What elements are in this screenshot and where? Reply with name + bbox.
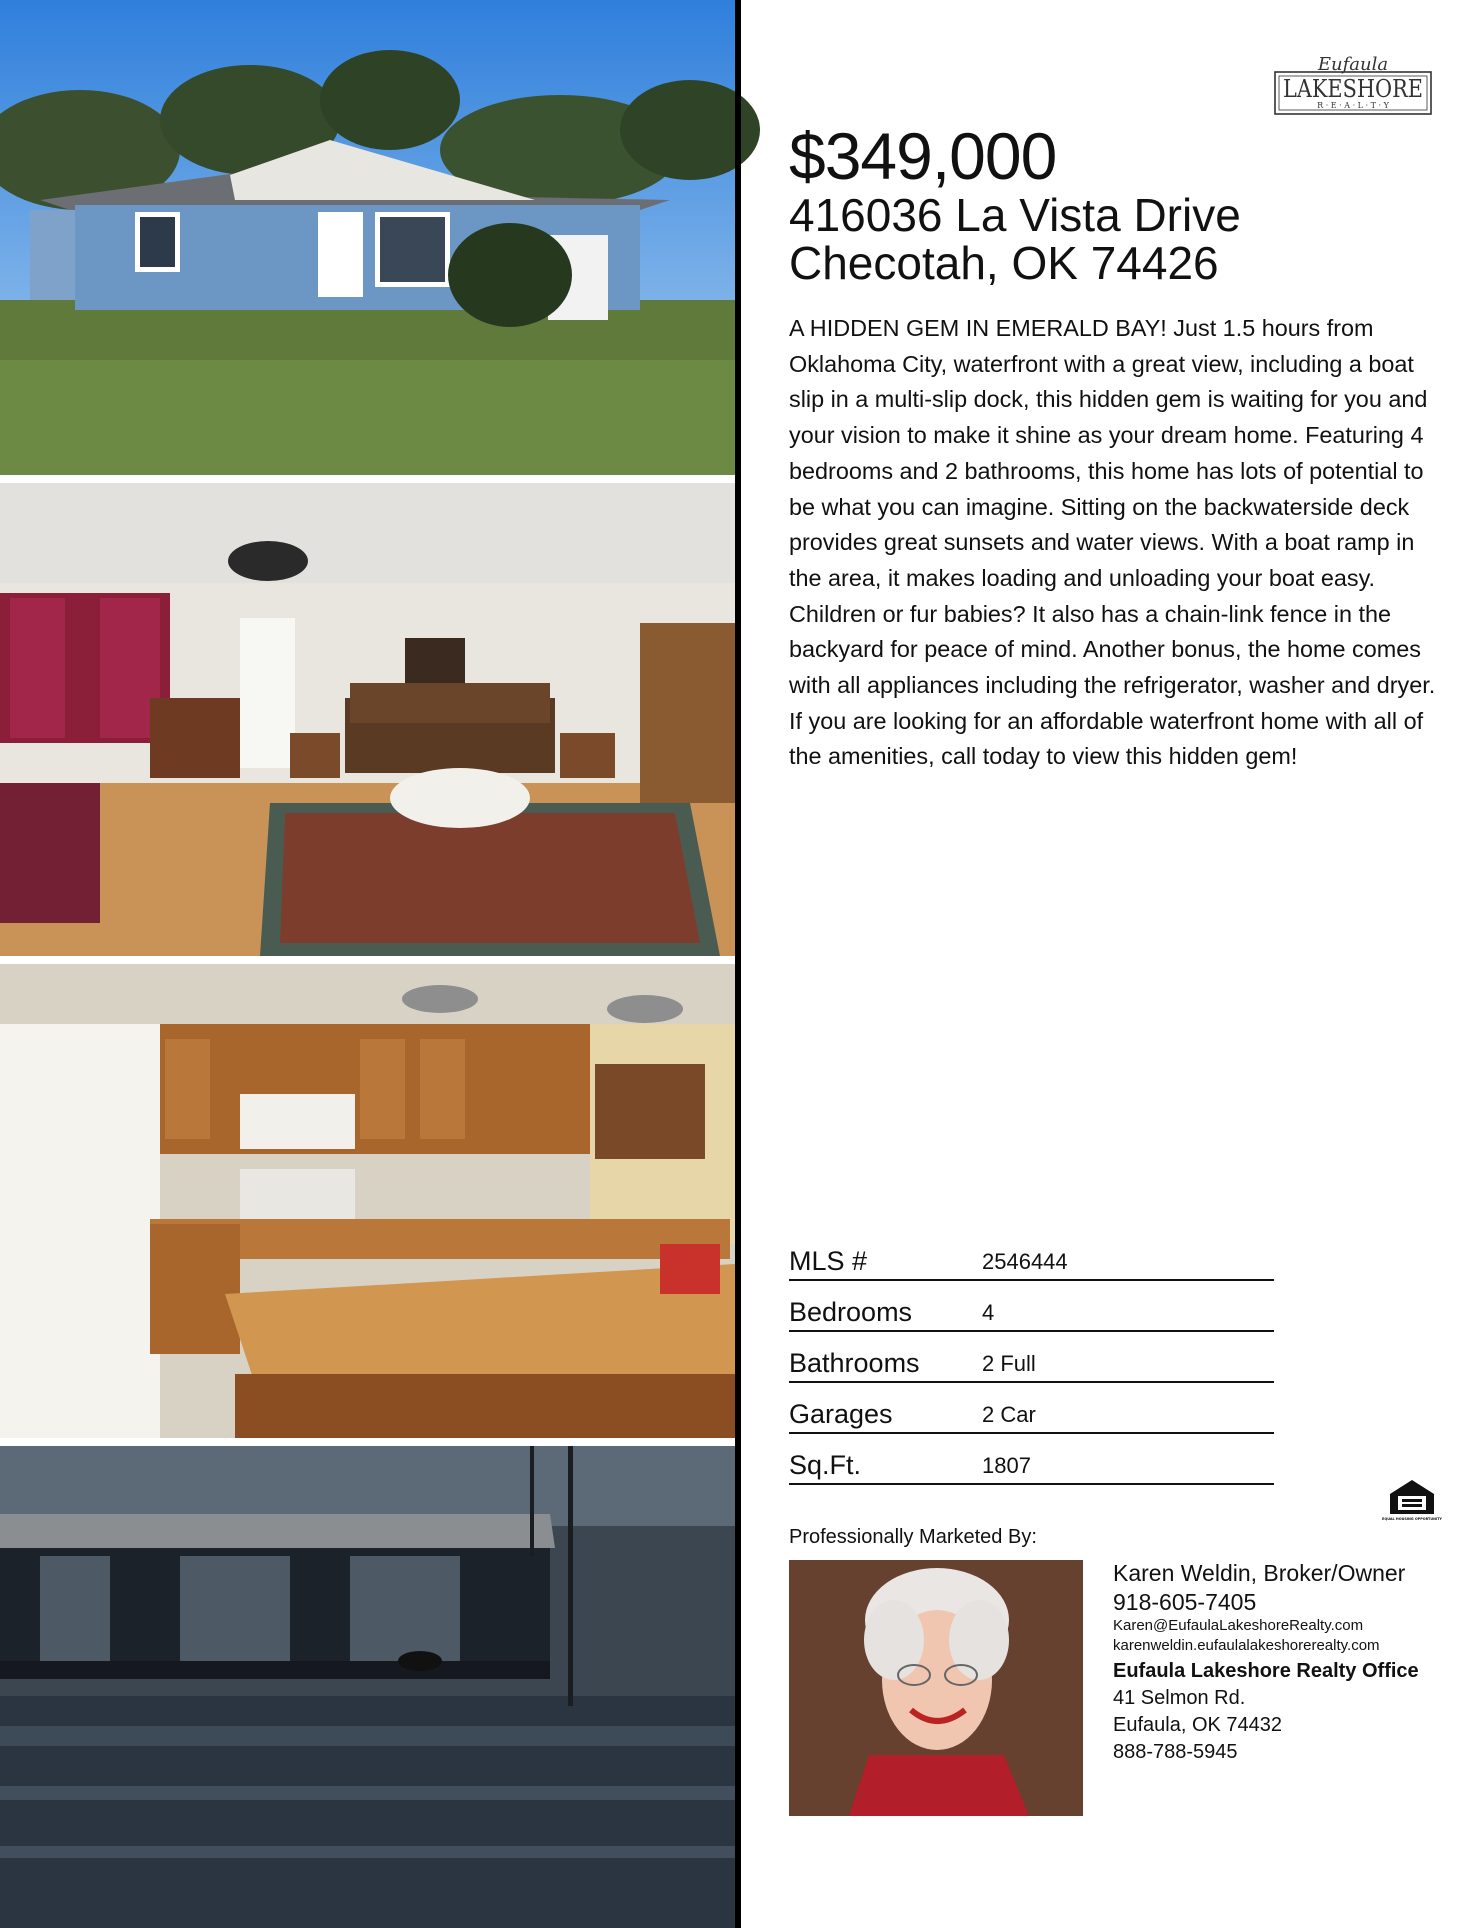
spec-row-bathrooms (789, 1334, 1274, 1383)
agent-name: Karen Weldin, Broker/Owner (1113, 1560, 1406, 1586)
specs-table (789, 1232, 1274, 1487)
exterior-photo[interactable] (0, 0, 735, 475)
listing-price: $349,000 (789, 119, 1057, 193)
logo-main: LAKESHORE (1283, 75, 1423, 103)
living-room-photo[interactable] (0, 483, 735, 956)
spec-label: MLS # (789, 1246, 868, 1276)
agent-photo (789, 1560, 1083, 1816)
office-address-2: Eufaula, OK 74432 (1113, 1714, 1283, 1736)
listing-city: Checotah, OK 74426 (789, 237, 1219, 289)
kitchen-photo[interactable] (0, 964, 735, 1438)
spec-row-bedrooms (789, 1283, 1274, 1332)
spec-value: 2546444 (982, 1249, 1068, 1274)
spec-value: 2 Full (982, 1351, 1036, 1376)
spec-value: 2 Car (982, 1402, 1036, 1427)
spec-row-sqft (789, 1436, 1274, 1485)
spec-row-garages (789, 1385, 1274, 1434)
equal-housing-icon (1382, 1478, 1442, 1524)
agent-email[interactable]: Karen@EufaulaLakeshoreRealty.com (1113, 1617, 1364, 1634)
office-name: Eufaula Lakeshore Realty Office (1113, 1660, 1419, 1682)
spec-label: Sq.Ft. (789, 1450, 862, 1480)
logo-script: Eufaula (1317, 54, 1389, 75)
agent-info (1113, 1558, 1453, 1766)
spec-value: 4 (982, 1300, 995, 1325)
column-divider (735, 0, 741, 1928)
photo-column (0, 0, 735, 1928)
marketed-by-label: Professionally Marketed By: (789, 1526, 1037, 1548)
dock-photo[interactable] (0, 1446, 735, 1928)
spec-label: Garages (789, 1399, 893, 1429)
spec-label: Bathrooms (789, 1348, 920, 1378)
eho-label: EQUAL HOUSING OPPORTUNITY (1382, 1517, 1442, 1521)
listing-street: 416036 La Vista Drive (789, 189, 1241, 241)
listing-address (789, 191, 1241, 287)
agent-website[interactable]: karenweldin.eufaulalakeshorerealty.com (1113, 1637, 1380, 1654)
agent-phone[interactable]: 918-605-7405 (1113, 1589, 1257, 1615)
eufaula-lakeshore-logo (1273, 52, 1433, 118)
office-phone[interactable]: 888-788-5945 (1113, 1741, 1238, 1763)
office-address-1: 41 Selmon Rd. (1113, 1687, 1246, 1709)
listing-description: A HIDDEN GEM IN EMERALD BAY! Just 1.5 hours from Oklahoma City, waterfront with a great view, including a boat slip in a multi-slip dock, this hidden gem is waiting for you and your vision to make it shine as your dream home. Featuring 4 bedrooms and 2 bathrooms, this home has lots of potential to be what you can imagine. Sitting on the backwaterside deck provides great sunsets and water views. With a boat ramp in the area, it makes loading and unloading your boat easy. Children or fur babies? It also has a chain-link fence in the backyard for peace of mind. Another bonus, the home comes with all appliances including the refrigerator, washer and dryer. If you are looking for an affordable waterfront home with all of the amenities, call today to view this hidden gem! (789, 315, 1436, 770)
spec-value: 1807 (982, 1453, 1031, 1478)
logo-sub: R · E · A · L · T · Y (1317, 101, 1389, 110)
spec-label: Bedrooms (789, 1297, 913, 1327)
spec-row-mls (789, 1232, 1274, 1281)
